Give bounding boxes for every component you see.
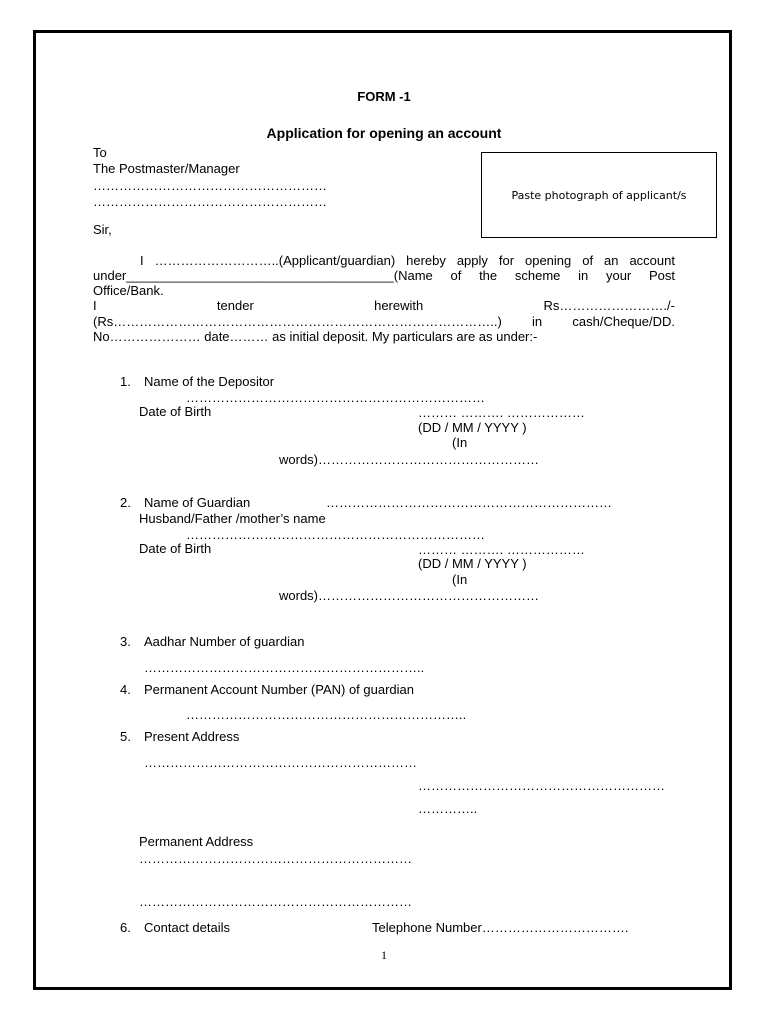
- guardian-dob-format: (DD / MM / YYYY ): [418, 556, 527, 571]
- item-5-number: 5.: [120, 729, 131, 744]
- para-word-rs: Rs……………………./-: [543, 298, 675, 313]
- item-4-number: 4.: [120, 682, 131, 697]
- permanent-address-label: Permanent Address: [139, 834, 254, 849]
- permanent-address-field-1[interactable]: ………………………………………………………: [139, 851, 412, 866]
- present-address-field-2[interactable]: …………………………………………………: [418, 778, 665, 793]
- para-word-tender: tender: [216, 298, 254, 313]
- to-label: To: [93, 145, 107, 160]
- item-1-number: 1.: [120, 374, 131, 389]
- telephone-field[interactable]: Telephone Number…………………………….: [372, 920, 629, 935]
- photo-label: Paste photograph of applicant/s: [511, 189, 687, 202]
- item-2-number: 2.: [120, 495, 131, 510]
- depositor-name-field[interactable]: ……………………………………………………………: [186, 390, 485, 405]
- item-6-label: Contact details: [144, 920, 230, 935]
- form-title: Application for opening an account: [266, 125, 502, 141]
- pan-field[interactable]: ………………………………………………………..: [186, 707, 467, 722]
- para-line-5: (Rs……………………………………………………………………………..) in cash/Cheque/DD.: [93, 314, 675, 329]
- item-2-label: Name of Guardian: [144, 495, 251, 510]
- salutation: Sir,: [93, 222, 112, 237]
- para-line-4: [93, 298, 675, 313]
- item-6-number: 6.: [120, 920, 131, 935]
- dob-label: Date of Birth: [139, 404, 212, 419]
- in-words-label: (In: [452, 435, 468, 450]
- guardian-dob-words-field[interactable]: words)……………………………………………: [279, 588, 540, 603]
- dob-field[interactable]: ……… ………. ………………: [418, 405, 585, 420]
- dob-words-field[interactable]: words)……………………………………………: [279, 452, 540, 467]
- para-line-3: Office/Bank.: [93, 283, 164, 298]
- para-word-herewith: herewith: [374, 298, 424, 313]
- present-address-field-1[interactable]: ………………………………………………………: [144, 755, 417, 770]
- relation-name-field[interactable]: ……………………………………………………………: [186, 527, 485, 542]
- present-address-field-3[interactable]: …………..: [418, 801, 478, 816]
- page-number: 1: [381, 948, 387, 962]
- permanent-address-field-2[interactable]: ………………………………………………………: [139, 894, 412, 909]
- item-1-label: Name of the Depositor: [144, 374, 275, 389]
- item-3-label: Aadhar Number of guardian: [144, 634, 305, 649]
- item-4-label: Permanent Account Number (PAN) of guardian: [144, 682, 415, 697]
- address-line-1[interactable]: ………………………………………………: [93, 178, 327, 193]
- para-line-6: No………………… date……… as initial deposit. My particulars are as under:-: [93, 329, 538, 344]
- aadhar-field[interactable]: ………………………………………………………..: [144, 660, 425, 675]
- para-word-i: I: [93, 298, 97, 313]
- guardian-dob-label: Date of Birth: [139, 541, 212, 556]
- address-line-2[interactable]: ………………………………………………: [93, 194, 327, 209]
- item-3-number: 3.: [120, 634, 131, 649]
- guardian-name-field[interactable]: …………………………………………………………: [326, 495, 612, 510]
- dob-format: (DD / MM / YYYY ): [418, 420, 527, 435]
- form-number: FORM -1: [357, 89, 411, 104]
- item-5-label: Present Address: [144, 729, 240, 744]
- para-line-2: under_____________________________________(Name of the scheme in your Post: [93, 268, 675, 283]
- guardian-in-words-label: (In: [452, 572, 468, 587]
- guardian-dob-field[interactable]: ……… ………. ………………: [418, 542, 585, 557]
- photo-box[interactable]: [481, 152, 717, 238]
- addressee: The Postmaster/Manager: [93, 161, 240, 176]
- para-line-1: I ………………………..(Applicant/guardian) hereby apply for opening of an account: [140, 253, 675, 268]
- relation-label: Husband/Father /mother’s name: [139, 511, 326, 526]
